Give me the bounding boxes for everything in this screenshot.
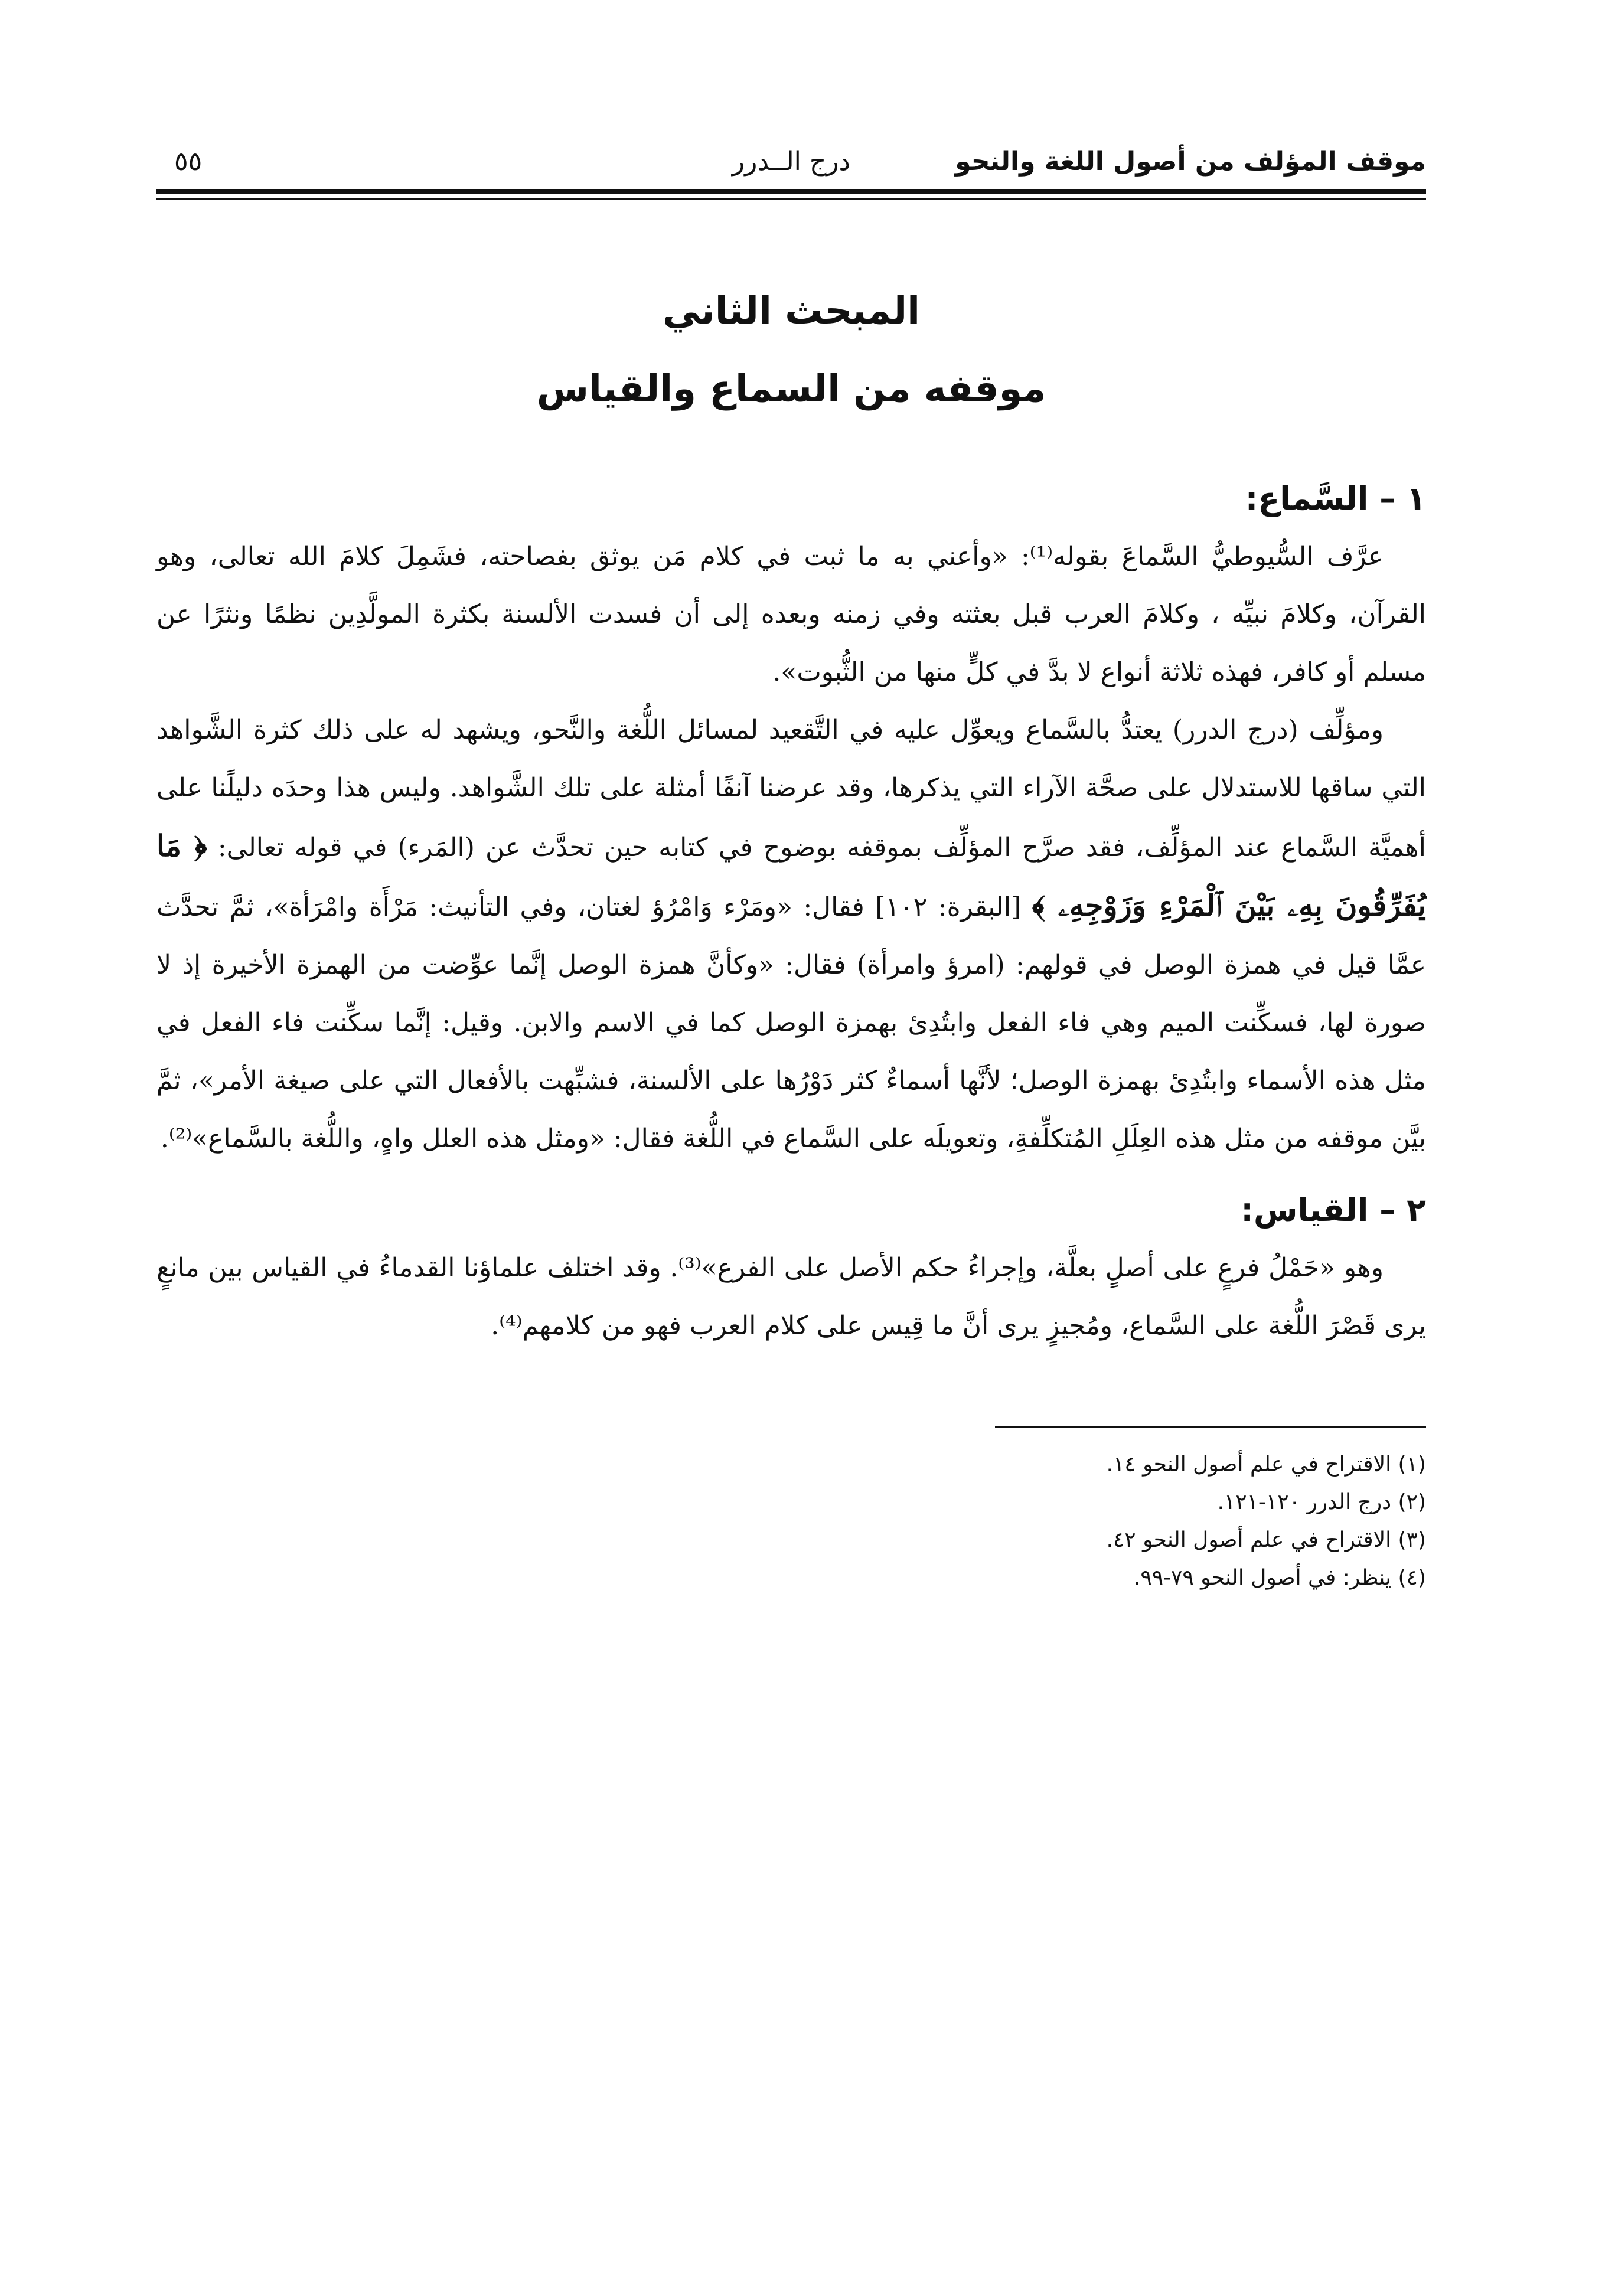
running-head-chapter: درج الــدرر bbox=[732, 146, 851, 177]
heading-samaa: ١ – السَّماع: bbox=[1245, 479, 1426, 517]
header-rule-thin bbox=[156, 198, 1426, 200]
running-head-book-title: موقف المؤلف من أصول اللغة والنحو bbox=[955, 146, 1426, 177]
heading-qiyas: ٢ – القياس: bbox=[1241, 1191, 1426, 1229]
section-title: المبحث الثاني bbox=[662, 289, 921, 333]
paragraph-qiyas: وهو «حَمْلُ فرعٍ على أصلٍ بعلَّة، وإجراءُ حكم الأصل على الفرع»⁽³⁾. وقد اختلف علماؤنا القدماءُ في القياس بين مانعٍ يرى قَصْرَ اللُّغة على السَّماع، ومُجيزٍ يرى أنَّ ما قِيس على كلام العرب فهو من كلامهم⁽⁴⁾. bbox=[156, 1252, 1426, 1341]
quran-verse: ﴿ مَا يُفَرِّقُونَ بِهِۦ بَيْنَ ٱلْمَرْءِ وَزَوْجِهِۦ ﴾ bbox=[156, 828, 1426, 923]
footnote-separator bbox=[995, 1426, 1426, 1428]
section-subtitle: موقفه من السماع والقياس bbox=[536, 367, 1046, 411]
page-number: ٥٥ bbox=[174, 146, 203, 177]
page bbox=[156, 136, 1426, 1597]
header-rule-thick bbox=[156, 189, 1426, 194]
paragraph-author-position bbox=[156, 701, 1426, 1168]
paragraph-author-position-text: ومؤلِّف (درج الدرر) يعتدُّ بالسَّماع ويعوِّل عليه في التَّقعيد لمسائل اللُّغة والنَّحو، ويشهد له على ذلك كثرة الشَّواهد التي ساقها للاستدلال على صحَّة الآراء التي يذكرها، وقد عرضنا آنفًا أمثلة على تلك الشَّواهد. وليس هذا وحدَه دليلًنا على أهميَّة السَّماع عند المؤلِّف، فقد صرَّح المؤلِّف بموقفه بوضوح في كتابه حين تحدَّث عن (المَرء) في قوله تعالى: bbox=[156, 714, 1426, 863]
footnote-1: (١) الاقتراح في علم أصول النحو ١٤. bbox=[1106, 1452, 1426, 1477]
footnote-4: (٤) ينظر: في أصول النحو ٧٩-٩٩. bbox=[1133, 1565, 1426, 1590]
footnotes bbox=[156, 1446, 1426, 1597]
running-head bbox=[156, 136, 1426, 189]
footnote-3: (٣) الاقتراح في علم أصول النحو ٤٢. bbox=[1106, 1527, 1426, 1552]
paragraph-author-position-continued: [البقرة: ١٠٢] فقال: «ومَرْء وَامْرُؤ لغتان، وفي التأنيث: مَرْأَة وامْرَأة»، ثمَّ تحدَّث عمَّا قيل في همزة الوصل في قولهم: (امرؤ وامرأة) فقال: «وكأنَّ همزة الوصل إنَّما عوِّضت من الهمزة الأخيرة إذ لا صورة لها، فسكِّنت الميم وهي فاء الفعل وابتُدِئ بهمزة الوصل كما في الاسم والابن. وقيل: إنَّما سكِّنت فاء الفعل في مثل هذه الأسماء وابتُدِئ بهمزة الوصل؛ لأنَّها أسماءٌ كثر دَوْرُها على الألسنة، فشبِّهت بالأفعال التي على صيغة الأمر»، ثمَّ بيَّن موقفه من مثل هذه العِلَلِ المُتكلِّفةِ، وتعويلَه على السَّماع في اللُّغة فقال: «ومثل هذه العلل واهٍ، واللُّغة بالسَّماع»⁽²⁾. bbox=[156, 891, 1426, 1154]
paragraph-samaa-definition: عرَّف السُّيوطيُّ السَّماعَ بقوله⁽¹⁾: «وأعني به ما ثبت في كلام مَن يوثق بفصاحته، فشَمِلَ كلامَ الله تعالى، وهو القرآن، وكلامَ نبيِّه ، وكلامَ العرب قبل بعثته وفي زمنه وبعده إلى أن فسدت الألسنة بكثرة المولَّدِين نظمًا ونثرًا عن مسلم أو كافر، فهذه ثلاثة أنواع لا بدَّ في كلٍّ منها من الثُّبوت». bbox=[156, 541, 1426, 687]
footnote-2: (٢) درج الدرر ١٢٠-١٢١. bbox=[1217, 1490, 1426, 1514]
